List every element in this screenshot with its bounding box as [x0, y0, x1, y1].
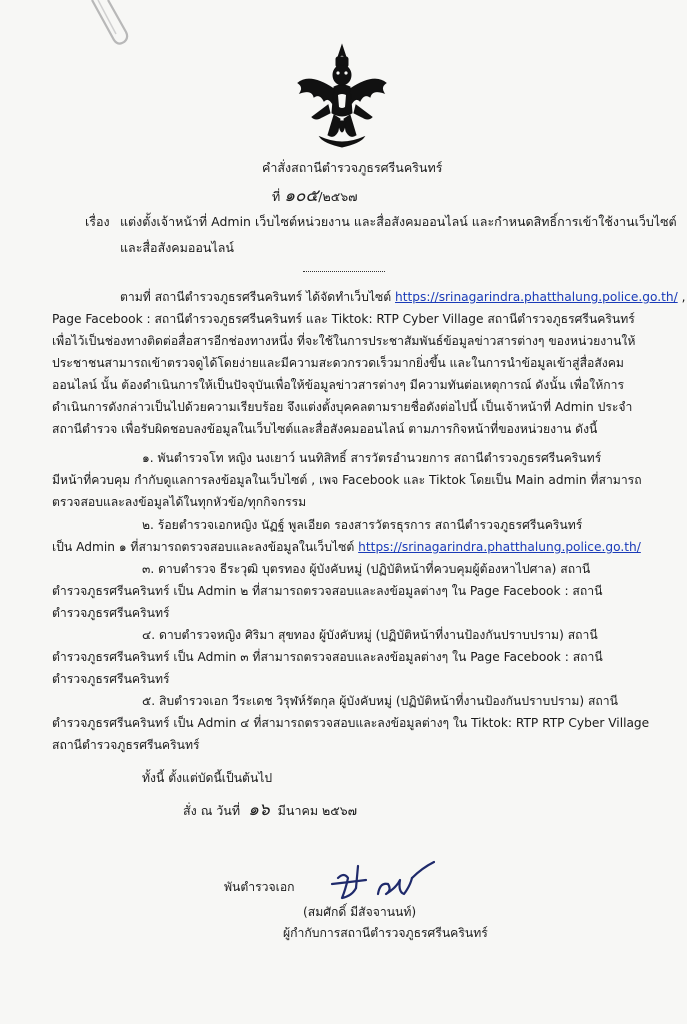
list-item-4-line-3: ตำรวจภูธรศรีนครินทร์ — [52, 672, 170, 686]
intro-line-5: ออนไลน์ นั้น ต้องดำเนินการให้เป็นปัจจุบันเพื่อให้ข้อมูลข่าวสารต่างๆ มีความทันต่อเหตุการณ์ ดังนั้น เพื่อให้การ — [52, 378, 625, 392]
intro-text: ตามที่ สถานีตำรวจภูธรศรีนครินทร์ ได้จัดทำเว็บไซต์ — [120, 290, 392, 304]
list-item-1-line-1: ๑. พันตำรวจโท หญิง นงเยาว์ นนทิสิทธิ์ สารวัตรอำนวยการ สถานีตำรวจภูธรศรีนครินทร์ — [142, 451, 602, 465]
list-item-5-line-2: ตำรวจภูธรศรีนครินทร์ เป็น Admin ๔ ที่สามารถตรวจสอบและลงข้อมูลต่างๆ ใน Tiktok: RTP RTP Cyber Village — [52, 716, 650, 730]
intro-line-3: เพื่อไว้เป็นช่องทางติดต่อสื่อสารอีกช่องทางหนึ่ง ที่จะใช้ในการประชาสัมพันธ์ข้อมูลข่าวสารต่างๆ ของหน่วยงานให้ — [52, 334, 636, 348]
subject-line-2: และสื่อสังคมออนไลน์ — [120, 240, 234, 255]
list-item-3-line-1: ๓. ดาบตำรวจ ธีระวุฒิ บุตรทอง ผู้บังคับหมู่ (ปฏิบัติหน้าที่ควบคุมผู้ต้องหาไปศาล) สถานี — [142, 562, 591, 576]
intro-line-2: Page Facebook : สถานีตำรวจภูธรศรีนครินทร์ และ Tiktok: RTP Cyber Village สถานีตำรวจภูธรศรีนครินทร์ — [52, 312, 635, 326]
subject-label: เรื่อง — [85, 214, 110, 229]
signatory-rank: พันตำรวจเอก — [224, 880, 295, 894]
subject-line-1: แต่งตั้งเจ้าหน้าที่ Admin เว็บไซต์หน่วยงาน และสื่อสังคมออนไลน์ และกำหนดสิทธิ์การเข้าใช้งานเว็บไซต์ — [120, 214, 677, 229]
list-item-4-line-2: ตำรวจภูธรศรีนครินทร์ เป็น Admin ๓ ที่สามารถตรวจสอบและลงข้อมูลต่างๆ ใน Page Facebook : สถานี — [52, 650, 603, 664]
intro-line-7: สถานีตำรวจ เพื่อรับผิดชอบลงข้อมูลในเว็บไซต์และสื่อสังคมออนไลน์ ตามภารกิจหน้าที่ของหน่วยงาน ดังนี้ — [52, 422, 598, 436]
intro-line-1 — [120, 290, 685, 305]
website-link[interactable]: https://srinagarindra.phatthalung.police.go.th/ — [395, 290, 678, 304]
order-month-year: มีนาคม ๒๕๖๗ — [277, 803, 358, 818]
intro-line-4: ประชาชนสามารถเข้าตรวจดูได้โดยง่ายและมีความสะดวกรวดเร็วมากยิ่งขึ้น และในการนำข้อมูลเข้าสู่สื่อสังคม — [52, 356, 624, 370]
list-item-1-line-3: ตรวจสอบและลงข้อมูลได้ในทุกหัวข้อ/ทุกกิจกรรม — [52, 495, 307, 509]
list-item-5-line-1: ๕. สิบตำรวจเอก วีระเดช วิรุฬห์รัตกุล ผู้บังคับหมู่ (ปฏิบัติหน้าที่งานป้องกันปราบปราม) สถานี — [142, 694, 618, 708]
document-title: คำสั่งสถานีตำรวจภูธรศรีนครินทร์ — [262, 160, 443, 175]
signatory-position: ผู้กำกับการสถานีตำรวจภูธรศรีนครินทร์ — [283, 926, 488, 940]
handwritten-signature — [330, 858, 435, 910]
order-date-label: สั่ง ณ วันที่ — [183, 803, 241, 818]
garuda-emblem-icon — [290, 43, 394, 151]
order-number — [272, 186, 358, 206]
order-number-prefix: ที่ — [272, 189, 281, 204]
paper-clip-icon — [84, 0, 134, 48]
list-item-2-text: เป็น Admin ๑ ที่สามารถตรวจสอบและลงข้อมูลในเว็บไซต์ — [52, 540, 355, 554]
list-item-4-line-1: ๔. ดาบตำรวจหญิง ศิริมา สุขทอง ผู้บังคับหมู่ (ปฏิบัติหน้าที่งานป้องกันปราบปราม) สถานี — [142, 628, 598, 642]
list-item-2-line-1: ๒. ร้อยตำรวจเอกหญิง นัฏฐ์ พูลเอียด รองสารวัตรธุรการ สถานีตำรวจภูธรศรีนครินทร์ — [142, 518, 583, 532]
header-divider — [303, 271, 385, 272]
signatory-name: (สมศักดิ์ มีสัจจานนท์) — [303, 905, 417, 919]
order-date — [183, 800, 358, 820]
order-day-handwritten: ๑๖ — [248, 800, 270, 820]
list-item-1-line-2: มีหน้าที่ควบคุม กำกับดูแลการลงข้อมูลในเว็บไซต์ , เพจ Facebook และ Tiktok โดยเป็น Main admin ที่สามารถ — [52, 473, 642, 487]
order-number-handwritten: ๑๐๕ — [284, 186, 319, 206]
effective-statement: ทั้งนี้ ตั้งแต่บัดนี้เป็นต้นไป — [142, 771, 273, 785]
list-item-3-line-2: ตำรวจภูธรศรีนครินทร์ เป็น Admin ๒ ที่สามารถตรวจสอบและลงข้อมูลต่างๆ ใน Page Facebook : สถานี — [52, 584, 603, 598]
intro-comma: , — [681, 290, 686, 304]
website-link-2[interactable]: https://srinagarindra.phatthalung.police.go.th/ — [358, 540, 641, 554]
intro-line-6: ดำเนินการดังกล่าวเป็นไปด้วยความเรียบร้อย จึงแต่งตั้งบุคคลตามรายชื่อดังต่อไปนี้ เป็นเจ้าหน้าที่ Admin ประจำ — [52, 400, 633, 414]
list-item-2-line-2 — [52, 540, 641, 555]
order-number-suffix: /๒๕๖๗ — [318, 189, 358, 204]
list-item-3-line-3: ตำรวจภูธรศรีนครินทร์ — [52, 606, 170, 620]
list-item-5-line-3: สถานีตำรวจภูธรศรีนครินทร์ — [52, 738, 200, 752]
